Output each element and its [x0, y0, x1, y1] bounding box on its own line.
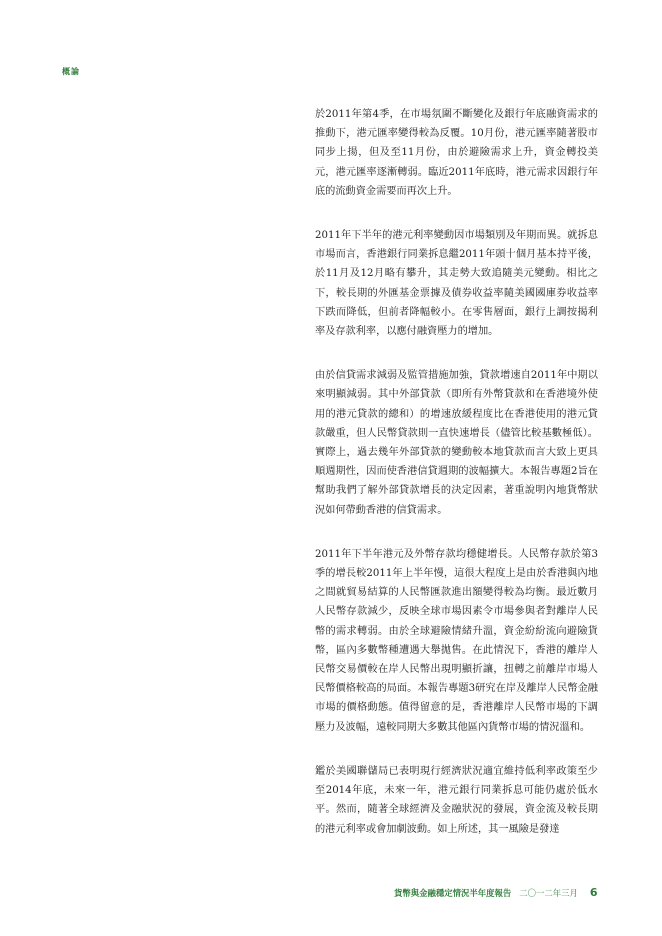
- report-body: [315, 105, 598, 864]
- page-number: 6: [589, 886, 598, 899]
- paragraph: 鑑於美國聯儲局已表明現行經濟狀況適宜維持低利率政策至少至2014年底，未來一年，港元銀行同業拆息可能仍處於低水平。然而，隨著全球經濟及金融狀況的發展，資金流及較長期的港元利率或會加劇波動。如上所述，其一風險是發達: [315, 765, 598, 835]
- footer-date: 二〇一二年三月: [519, 888, 578, 898]
- paragraph: 由於信貸需求減弱及監管措施加強，貸款增速自2011年中期以來明顯減弱。其中外部貸款（即所有外幣貸款和在香港境外使用的港元貸款的總和）的增速放緩程度比在香港使用的港元貸款嚴重，但人民幣貸款則一直快速增長（儘管比較基數極低）。實際上，過去幾年外部貸款的變動較本地貸款而言大致上更具順週期性，因而使香港信貸週期的波幅擴大。本報告專題2旨在幫助我們了解外部貸款增長的決定因素，著重說明內地貨幣狀況如何帶動香港的信貸需求。: [315, 370, 598, 516]
- section-label: 概論: [62, 67, 80, 76]
- footer-report-title: 貨幣與金融穩定情況半年度報告: [394, 888, 512, 898]
- page-footer: [394, 886, 604, 899]
- paragraph: 2011年下半年的港元利率變動因市場類別及年期而異。就拆息市場而言，香港銀行同業拆息繼2011年頭十個月基本持平後，於11月及12月略有攀升，其走勢大致追隨美元變動。相比之下，較長期的外匯基金票據及債券收益率隨美國國庫券收益率下跌而降低，但前者降幅較小。在零售層面，銀行上調按揭利率及存款利率，以應付融資壓力的增加。: [315, 230, 598, 338]
- paragraph: 2011年下半年港元及外幣存款均穩健增長。人民幣存款於第3季的增長較2011年上半年慢，這很大程度上是由於香港與內地之間就貿易結算的人民幣匯款進出額變得較為均衡。最近數月人民幣存款減少，反映全球市場因素令市場參與者對離岸人民幣的需求轉弱。由於全球避險情緒升溫，資金紛紛流向避險貨幣，區內多數幣種遭遇大舉拋售。在此情況下，香港的離岸人民幣交易價較在岸人民幣出現明顯折讓，扭轉之前離岸市場人民幣價格較高的局面。本報告專題3研究在岸及離岸人民幣金融市場的價格動態。值得留意的是，香港離岸人民幣市場的下調壓力及波幅，遠較同期大多數其他區內貨幣市場的情況溫和。: [315, 548, 598, 733]
- paragraph: 於2011年第4季，在市場氛圍不斷變化及銀行年底融資需求的推動下，港元匯率變得較為反覆。10月份，港元匯率隨著股市同步上揚，但及至11月份，由於避險需求上升，資金轉投美元，港元匯率逐漸轉弱。臨近2011年底時，港元需求因銀行年底的流動資金需要而再次上升。: [315, 109, 598, 197]
